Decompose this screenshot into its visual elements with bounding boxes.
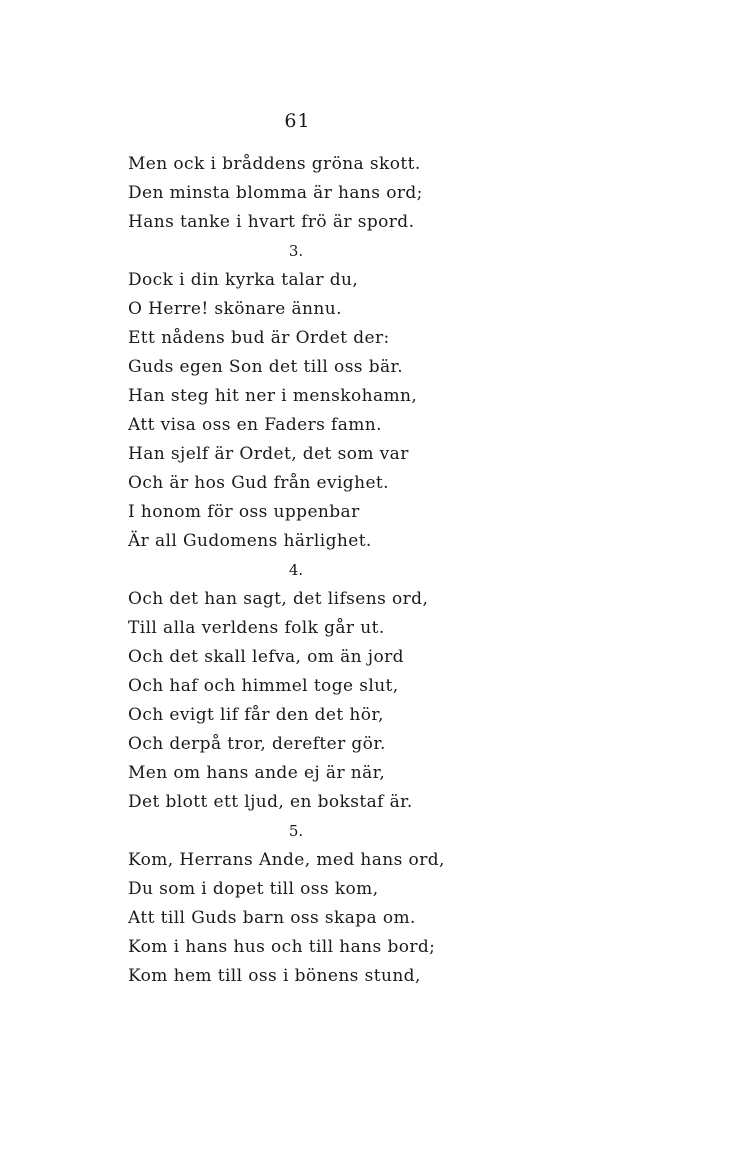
verse-line: Men om hans ande ej är när,	[128, 763, 386, 783]
verse-line: Till alla verldens folk går ut.	[128, 618, 385, 638]
verse-line: Kom i hans hus och till hans bord;	[128, 937, 436, 957]
verse-line: Dock i din kyrka talar du,	[128, 270, 359, 290]
verse-line: I honom för oss uppenbar	[128, 502, 360, 522]
verse-line: Att visa oss en Faders famn.	[128, 415, 382, 435]
verse-line: Den minsta blomma är hans ord;	[128, 183, 423, 203]
verse-line: Kom hem till oss i bönens stund,	[128, 966, 421, 986]
verse-line: Och derpå tror, derefter gör.	[128, 734, 386, 754]
verse-line: Och är hos Gud från evighet.	[128, 473, 389, 493]
verse-line: Och det han sagt, det lifsens ord,	[128, 589, 429, 609]
intro-stanza-fragment	[128, 150, 468, 237]
stanza-3	[128, 237, 468, 556]
stanza-5	[128, 817, 468, 991]
stanza-4	[128, 556, 468, 817]
verse-line: Men ock i bråddens gröna skott.	[128, 154, 421, 174]
verse-line: Att till Guds barn oss skapa om.	[128, 908, 416, 928]
stanza-number: 3.	[288, 242, 304, 260]
verse-line: Och haf och himmel toge slut,	[128, 676, 399, 696]
verse-line: Och evigt lif får den det hör,	[128, 705, 384, 725]
verse-line: Kom, Herrans Ande, med hans ord,	[128, 850, 445, 870]
verse-line: Hans tanke i hvart frö är spord.	[128, 212, 415, 232]
verse-line: Du som i dopet till oss kom,	[128, 879, 379, 899]
verse-line: Ett nådens bud är Ordet der:	[128, 328, 390, 348]
verse-line: Det blott ett ljud, en bokstaf är.	[128, 792, 413, 812]
verse-line: Han steg hit ner i menskohamn,	[128, 386, 418, 406]
verse-line: O Herre! skönare ännu.	[128, 299, 342, 319]
hymn-text	[128, 150, 468, 991]
verse-line: Han sjelf är Ordet, det som var	[128, 444, 409, 464]
verse-line: Och det skall lefva, om än jord	[128, 647, 404, 667]
verse-line: Är all Gudomens härlighet.	[128, 531, 372, 551]
stanza-number: 5.	[288, 822, 304, 840]
stanza-number: 4.	[288, 561, 304, 579]
page-number: 61	[284, 110, 311, 132]
verse-line: Guds egen Son det till oss bär.	[128, 357, 404, 377]
